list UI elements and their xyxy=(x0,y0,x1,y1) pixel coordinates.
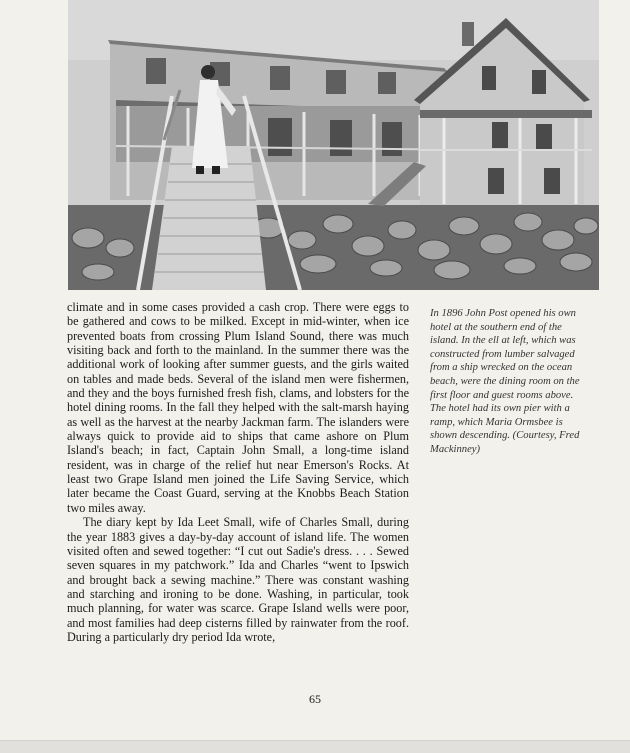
photo-caption: In 1896 John Post opened his own hotel at the southern end of the island. In the ell at left, which was constructed from lumber salvaged from a ship wrecked on the ocean beach, were the dining room on the first floor and guest rooms above. The hotel had its own pier with a ramp, which Maria Ormsbee is shown descending. (Courtesy, Fred Mackinney) xyxy=(430,308,580,455)
page-bottom-edge xyxy=(0,740,630,753)
body-paragraph: The diary kept by Ida Leet Small, wife of Charles Small, during the year 1883 gives a day-by-day account of island life. The women visited often and sewed together: “I cut out Sadie's dress. . . . Sewed seven squares in my patchwork.” Ida and Charles “went to Ipswich and brought back a sewing machine.” There was constant washing and starching and ironing to be done. Washing, in particular, took much planning, for water was scarce. Grape Island wells were poor, and most families had deep cisterns filled by rainwater from the roof. During a particularly dry period Ida wrote, xyxy=(67,515,409,644)
page-number: 65 xyxy=(309,692,321,706)
body-paragraph: climate and in some cases provided a cash crop. There were eggs to be gathered and cows to be milked. Except in mid-winter, when ice prevented boats from crossing Plum Island Sound, there was much visiting back and forth to the mainland. In the summer there was the additional work of looking after summer guests, and the girls waited on tables and made beds. Several of the island men were fishermen, and they and the boys furnished fresh fish, clams, and lobsters for the hotel dining rooms. In the fall they helped with the salt-marsh haying as well as the harvest at the nearby Jackman farm. The islanders were always quick to provide aid to ships that came ashore on Plum Island's beach; in fact, Captain John Small, a long-time island resident, was in charge of the relief hut near Emerson's Rocks. At least two Grape Island men joined the Life Saving Service, which later became the Coast Guard, serving at the Knobbs Beach Station two miles away. xyxy=(67,300,409,515)
hotel-photograph xyxy=(68,0,599,290)
article-body xyxy=(67,300,409,644)
hotel-photo-illustration xyxy=(68,0,599,290)
